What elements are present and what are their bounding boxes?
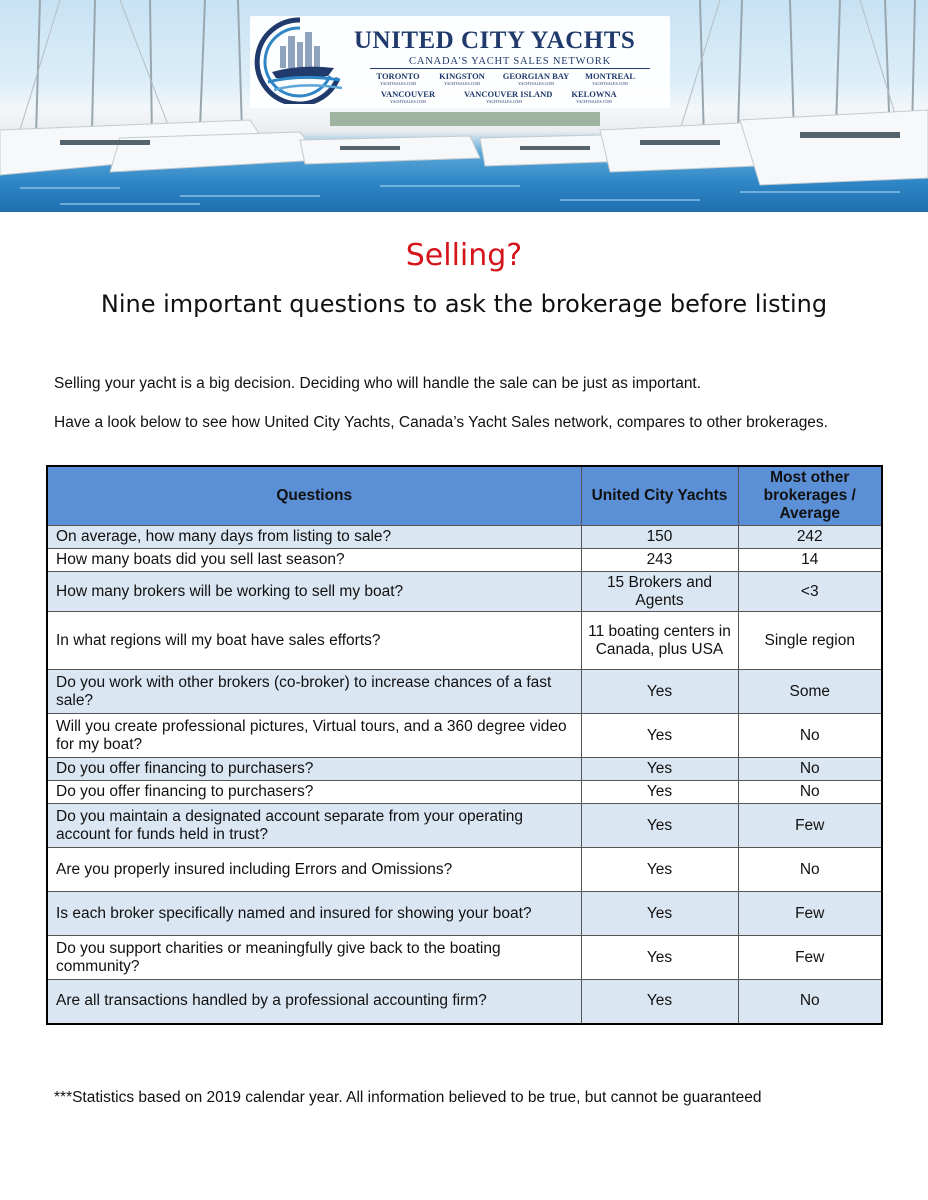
other-answer-cell: No <box>738 714 882 758</box>
question-cell: How many boats did you sell last season? <box>47 549 581 572</box>
city-kelowna: KELOWNA YACHTSALES.COM <box>571 89 617 104</box>
other-answer-cell: Some <box>738 670 882 714</box>
header-banner <box>0 0 928 212</box>
table-row <box>47 549 882 572</box>
city-kingston: KINGSTON YACHTSALES.COM <box>439 71 485 86</box>
ucy-answer-cell: Yes <box>581 758 738 781</box>
other-answer-cell: No <box>738 781 882 804</box>
intro-paragraph-comparison: Have a look below to see how United City Yachts, Canada’s Yacht Sales network, compares to other brokerages. <box>54 414 828 431</box>
other-answer-cell: 14 <box>738 549 882 572</box>
ucy-answer-cell: 15 Brokers and Agents <box>581 572 738 612</box>
ucy-answer-cell: Yes <box>581 892 738 936</box>
question-cell: On average, how many days from listing to sale? <box>47 526 581 549</box>
logo <box>250 16 670 108</box>
city-georgian-bay: GEORGIAN BAY YACHTSALES.COM <box>502 71 570 86</box>
other-answer-cell: <3 <box>738 572 882 612</box>
table-row <box>47 892 882 936</box>
question-cell: Do you offer financing to purchasers? <box>47 781 581 804</box>
ucy-answer-cell: 150 <box>581 526 738 549</box>
ucy-answer-cell: Yes <box>581 936 738 980</box>
table-row <box>47 804 882 848</box>
question-cell: Will you create professional pictures, Virtual tours, and a 360 degree video for my boat? <box>47 714 581 758</box>
city-vancouver-island: VANCOUVER ISLAND YACHTSALES.COM <box>464 89 553 104</box>
ucy-answer-cell: Yes <box>581 670 738 714</box>
other-answer-cell: No <box>738 980 882 1024</box>
other-answer-cell: No <box>738 758 882 781</box>
city-toronto: TORONTO YACHTSALES.COM <box>376 71 420 86</box>
city-vancouver: VANCOUVER YACHTSALES.COM <box>380 89 436 104</box>
table-row <box>47 936 882 980</box>
question-cell: Do you work with other brokers (co-broker) to increase chances of a fast sale? <box>47 670 581 714</box>
table-row <box>47 980 882 1024</box>
ucy-answer-cell: Yes <box>581 781 738 804</box>
table-row <box>47 526 882 549</box>
question-cell: Do you offer financing to purchasers? <box>47 758 581 781</box>
table-header-row <box>47 466 882 526</box>
table-row <box>47 781 882 804</box>
table-row <box>47 848 882 892</box>
other-answer-cell: Few <box>738 804 882 848</box>
ucy-answer-cell: Yes <box>581 980 738 1024</box>
other-answer-cell: Few <box>738 892 882 936</box>
logo-emblem-icon <box>250 16 350 104</box>
other-answer-cell: No <box>738 848 882 892</box>
table-row <box>47 612 882 670</box>
question-cell: Are you properly insured including Errors and Omissions? <box>47 848 581 892</box>
question-cell: Do you maintain a designated account separate from your operating account for funds held in trust? <box>47 804 581 848</box>
other-answer-cell: Single region <box>738 612 882 670</box>
intro-paragraph: Selling your yacht is a big decision. Deciding who will handle the sale can be just as important. <box>54 375 702 392</box>
header-united-city-yachts: United City Yachts <box>581 466 738 526</box>
question-cell: How many brokers will be working to sell my boat? <box>47 572 581 612</box>
city-montreal: MONTREAL YACHTSALES.COM <box>584 71 636 86</box>
page-subtitle: Nine important questions to ask the brokerage before listing <box>100 290 828 318</box>
footnote: ***Statistics based on 2019 calendar year. All information believed to be true, but cannot be guaranteed <box>54 1089 762 1106</box>
question-cell: Are all transactions handled by a professional accounting firm? <box>47 980 581 1024</box>
ucy-answer-cell: 11 boating centers in Canada, plus USA <box>581 612 738 670</box>
question-cell: Do you support charities or meaningfully give back to the boating community? <box>47 936 581 980</box>
table-row <box>47 714 882 758</box>
page-title: Selling? <box>405 238 523 273</box>
ucy-answer-cell: Yes <box>581 804 738 848</box>
header-questions: Questions <box>47 466 581 526</box>
comparison-table <box>46 465 883 1025</box>
ucy-answer-cell: 243 <box>581 549 738 572</box>
other-answer-cell: Few <box>738 936 882 980</box>
table-row <box>47 572 882 612</box>
ucy-answer-cell: Yes <box>581 848 738 892</box>
question-cell: Is each broker specifically named and insured for showing your boat? <box>47 892 581 936</box>
brand-name: UNITED CITY YACHTS <box>354 27 636 54</box>
brand-tagline: CANADA'S YACHT SALES NETWORK <box>370 56 650 69</box>
header-other-brokerages: Most other brokerages / Average <box>738 466 882 526</box>
question-cell: In what regions will my boat have sales efforts? <box>47 612 581 670</box>
table-row <box>47 758 882 781</box>
other-answer-cell: 242 <box>738 526 882 549</box>
ucy-answer-cell: Yes <box>581 714 738 758</box>
table-row <box>47 670 882 714</box>
